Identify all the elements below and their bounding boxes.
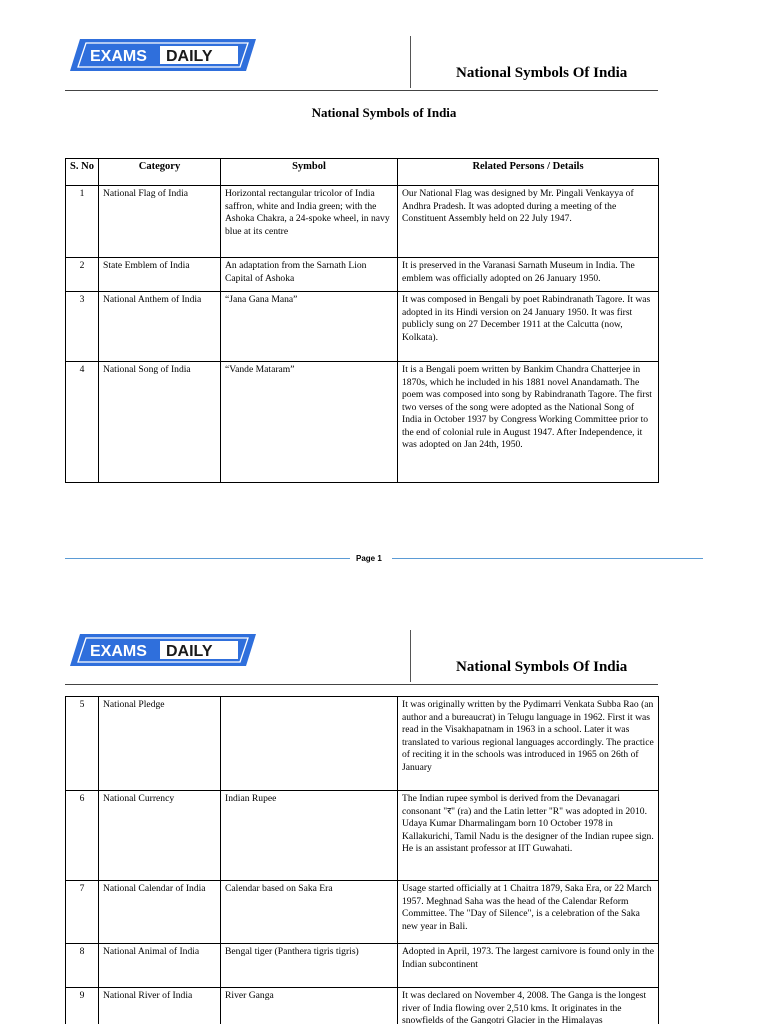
- row-sno: 5: [66, 697, 99, 791]
- row-symbol: “Jana Gana Mana”: [221, 292, 398, 362]
- exams-daily-logo-graphic: [68, 632, 258, 668]
- row-category: National Flag of India: [99, 186, 221, 258]
- row-category: National Currency: [99, 791, 221, 881]
- table-row: [66, 881, 659, 944]
- row-category: National Animal of India: [99, 944, 221, 988]
- logo-word-daily: DAILY: [166, 643, 213, 660]
- header-details: Related Persons / Details: [398, 159, 659, 186]
- row-details: It is a Bengali poem written by Bankim Chandra Chatterjee in 1870s, which he included in his 1881 novel Anandamath. The poem was composed into song by Rabindranath Tagore. The first two verses of the song were adopted as the National Song of India in October 1937 by Congress Working Committee prior to the end of colonial rule in August 1947. After Independence, it was adopted on Jan 24th, 1950.: [398, 362, 659, 483]
- row-category: State Emblem of India: [99, 258, 221, 292]
- row-sno: 9: [66, 988, 99, 1024]
- table-row: [66, 258, 659, 292]
- header-sno: S. No: [66, 159, 99, 186]
- exams-daily-logo-graphic: [68, 37, 258, 73]
- row-category: National Pledge: [99, 697, 221, 791]
- row-details: Usage started officially at 1 Chaitra 1879, Saka Era, or 22 March 1957. Meghnad Saha was the head of the Calendar Reform Committee. The "Day of Silence", is a celebration of the Saka new year in Bali.: [398, 881, 659, 944]
- header-title-page2: National Symbols Of India: [456, 659, 628, 675]
- row-sno: 2: [66, 258, 99, 292]
- header-symbol: Symbol: [221, 159, 398, 186]
- row-symbol: Bengal tiger (Panthera tigris tigris): [221, 944, 398, 988]
- row-symbol: Calendar based on Saka Era: [221, 881, 398, 944]
- footer-rule-left: [65, 558, 350, 559]
- row-category: National Song of India: [99, 362, 221, 483]
- row-sno: 6: [66, 791, 99, 881]
- row-details: The Indian rupee symbol is derived from the Devanagari consonant "र" (ra) and the Latin letter "R" was adopted in 2010. Udaya Kumar Dharmalingam born 10 October 1978 in Kallakurichi, Tamil Nadu is the designer of the Indian rupee sign. He is an assistant professor at IIT Guwahati.: [398, 791, 659, 881]
- row-sno: 4: [66, 362, 99, 483]
- row-symbol: “Vande Mataram”: [221, 362, 398, 483]
- header-title: National Symbols Of India: [456, 65, 628, 81]
- row-category: National Anthem of India: [99, 292, 221, 362]
- header-category: Category: [99, 159, 221, 186]
- symbols-table-page1: [65, 158, 659, 483]
- table-row: [66, 362, 659, 483]
- row-symbol: Horizontal rectangular tricolor of India saffron, white and India green; with the Ashoka Chakra, a 24-spoke wheel, in navy blue at its centre: [221, 186, 398, 258]
- row-category: National Calendar of India: [99, 881, 221, 944]
- row-details: It is preserved in the Varanasi Sarnath Museum in India. The emblem was officially adopted on 26 January 1950.: [398, 258, 659, 292]
- row-details: Our National Flag was designed by Mr. Pingali Venkayya of Andhra Pradesh. It was adopted during a meeting of the Constituent Assembly held on 22 July 1947.: [398, 186, 659, 258]
- header-rule: [65, 90, 658, 91]
- header-divider-page2: [410, 630, 411, 682]
- row-sno: 3: [66, 292, 99, 362]
- row-details: It was declared on November 4, 2008. The Ganga is the longest river of India flowing over 2,510 kms. It originates in the snowfields of the Gangotri Glacier in the Himalayas: [398, 988, 659, 1024]
- row-sno: 7: [66, 881, 99, 944]
- row-symbol: River Ganga: [221, 988, 398, 1024]
- symbols-table-page2: [65, 696, 659, 1024]
- table-header-row: [66, 159, 659, 186]
- logo-word-daily: DAILY: [166, 48, 213, 65]
- row-details: It was originally written by the Pydimarri Venkata Subba Rao (an author and a bureaucrat) in Telugu language in 1962. First it was read in the Visakhapatnam in 1963 in a school. Later it was translated to various regional languages accordingly. The practice of reciting it in the schools was introduced in 1965 on 26th of January: [398, 697, 659, 791]
- table-row: [66, 186, 659, 258]
- table-row: [66, 292, 659, 362]
- row-symbol: Indian Rupee: [221, 791, 398, 881]
- exams-daily-logo: [68, 37, 258, 73]
- table-row: [66, 791, 659, 881]
- footer-rule-right: [392, 558, 703, 559]
- header-rule-page2: [65, 684, 658, 685]
- logo-word-exams: EXAMS: [90, 48, 147, 65]
- row-symbol: An adaptation from the Sarnath Lion Capital of Ashoka: [221, 258, 398, 292]
- table-row: [66, 697, 659, 791]
- page-number: Page 1: [356, 554, 382, 563]
- document-title: National Symbols of India: [311, 105, 457, 120]
- table-row: [66, 988, 659, 1024]
- row-details: It was composed in Bengali by poet Rabindranath Tagore. It was adopted in its Hindi version on 24 January 1950. It was first publicly sung on 27 December 1911 at the Calcutta (now, Kolkata).: [398, 292, 659, 362]
- logo-word-exams: EXAMS: [90, 643, 147, 660]
- row-sno: 1: [66, 186, 99, 258]
- row-details: Adopted in April, 1973. The largest carnivore is found only in the Indian subcontinent: [398, 944, 659, 988]
- row-symbol: [221, 697, 398, 791]
- row-category: National River of India: [99, 988, 221, 1024]
- table-row: [66, 944, 659, 988]
- header-divider: [410, 36, 411, 88]
- page2-table-viewport: [0, 690, 768, 1024]
- exams-daily-logo-page2: [68, 632, 258, 668]
- row-sno: 8: [66, 944, 99, 988]
